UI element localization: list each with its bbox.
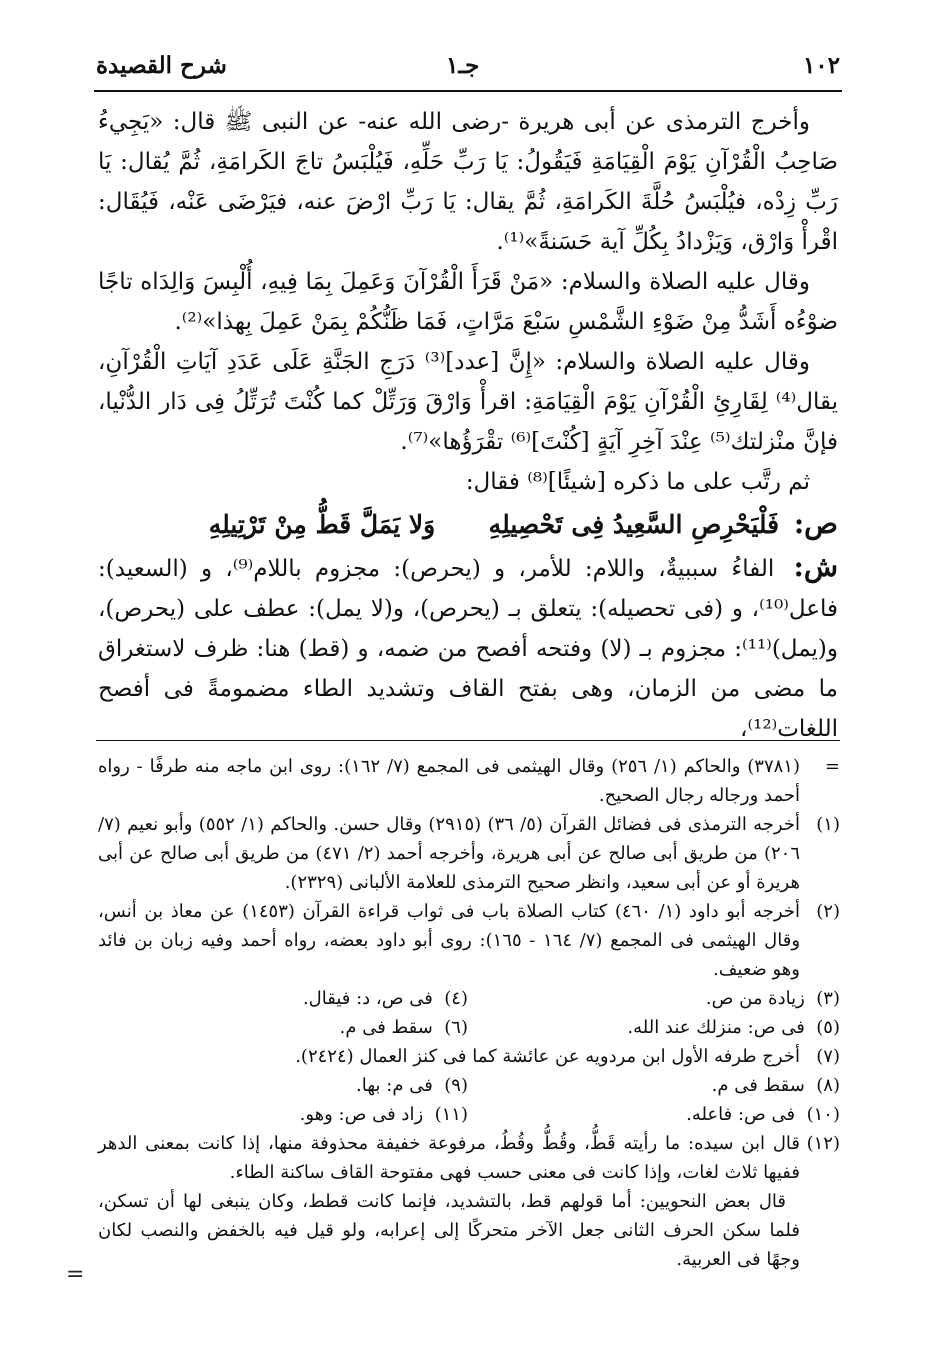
footnote-4: (٤) فى ص، د: فيقال. bbox=[302, 988, 468, 1009]
footnotes bbox=[98, 752, 840, 1274]
paragraph-hadith-3: وقال عليه الصلاة والسلام: «إِنَّ [عدد]⁽³⁾ دَرَجِ الجَنَّةِ عَلَى عَدَدِ آيَاتِ الْقُرْآنِ، يقال⁽⁴⁾ لِقَارِئِ الْقُرْآنِ يَوْمَ الْقِيَامَةِ: اقرأْ وَارْقَ وَرَتِّلْ كما كُنْتَ تُرَتِّلُ فِى دَار الدُّنْيا، فإنَّ منْزلتك⁽⁵⁾ عِنْدَ آخِرِ آيَةٍ [كُنْتَ]⁽⁶⁾ تقْرَؤُها»⁽⁷⁾. bbox=[98, 349, 838, 455]
commentary-paragraph bbox=[98, 547, 838, 749]
footnote-10: (١٠) فى ص: فاعله. bbox=[686, 1104, 840, 1125]
footnote-7 bbox=[98, 1042, 840, 1071]
page-header bbox=[96, 52, 840, 92]
header-rule bbox=[94, 90, 842, 92]
footnote-number: (٢) bbox=[816, 901, 840, 922]
footnote-pair-3-4 bbox=[98, 984, 840, 1013]
footnote-3: (٣) زيادة من ص. bbox=[705, 988, 840, 1009]
footnote-12 bbox=[98, 1129, 840, 1187]
volume-label: جـ١ bbox=[446, 52, 480, 79]
footnote-text: أخرجه الترمذى فى فضائل القرآن (٥/ ٣٦) (٢٩١٥) وقال حسن. والحاكم (١/ ٥٥٢) وأبو نعيم (٧/ ٢٠٦) من طريق أبى صالح عن أبى هريرة، وأخرجه أحمد (٢/ ٤٧١) من طريق أبى صالح عن أبى هريرة أو عن أبى سعيد، وانظر صحيح الترمذى للعلامة الألبانى (٢٣٢٩). bbox=[98, 814, 800, 893]
footnote-pair-10-11 bbox=[98, 1100, 840, 1129]
verse-label: ص: bbox=[793, 507, 838, 540]
footnote-text: أخرجه أبو داود (١/ ٤٦٠) كتاب الصلاة باب فى ثواب قراءة القرآن (١٤٥٣) عن معاذ بن أنس، وقال الهيثمى فى المجمع (٧/ ١٦٤ - ١٦٥): روى أبو داود بعضه، رواه أحمد وفيه زبان بن فائد وهو ضعيف. bbox=[98, 901, 801, 980]
verse-line bbox=[98, 502, 838, 547]
verse-second-hemistich: وَلا يَمَلَّ قَطُّ مِنْ تَرْتِيلِهِ bbox=[208, 510, 436, 539]
footnote-carryover bbox=[98, 752, 840, 810]
paragraph-hadith-1: وأخرج الترمذى عن أبى هريرة -رضى الله عنه- عن النبى ﷺ قال: «يَجِيءُ صَاحِبُ الْقُرْآنِ يَوْمَ الْقِيَامَةِ فَيَقُولُ: يَا رَبِّ حَلِّهِ، فَيُلْبَسُ تاجَ الكَرامَةِ، ثُمَّ يُقال: يَا رَبِّ زِدْه، فيُلْبَسُ حُلَّةَ الكَرامَةِ، ثُمَّ يقال: يَا رَبِّ ارْضَ عنه، فيَرْضَى عَنْه، فَيُقَال: اقْرأْ وَارْق، وَيَزْدادُ بِكُلِّ آية حَسَنةً»⁽¹⁾. bbox=[98, 109, 838, 255]
footnote-11: (١١) زاد فى ص: وهو. bbox=[299, 1104, 468, 1125]
page-number: ١٠٢ bbox=[802, 52, 840, 79]
footnote-pair-5-6 bbox=[98, 1013, 840, 1042]
footnote-number: (١) bbox=[816, 814, 840, 835]
commentary-label: ش: bbox=[793, 550, 839, 583]
paragraph-hadith-2: وقال عليه الصلاة والسلام: «مَنْ قَرَأَ الْقُرْآنَ وَعَمِلَ بِمَا فِيهِ، أُلْبِسَ وَالِدَاه تاجًا ضوْءُه أَشَدُّ مِنْ ضَوْءِ الشَّمْسِ سَبْعَ مَرَّاتٍ، فَمَا ظَنُّكُمْ بِمَنْ عَمِلَ بِهذا»⁽²⁾. bbox=[98, 269, 838, 335]
footnote-separator bbox=[96, 740, 840, 741]
main-text bbox=[98, 102, 838, 749]
footnote-12-continuation: قال بعض النحويين: أما قولهم قط، بالتشديد، فإنما كانت قطط، وكان ينبغى لها أن تسكن، فلما سكن الحرف الثانى جعل الآخر متحركًا إلى إعرابه، ولو قيل فيه بالخفض والنصب لكان وجهًا فى العربية. bbox=[98, 1191, 800, 1270]
footnote-number: (١٢) bbox=[806, 1133, 840, 1154]
footnote-6: (٦) سقط فى م. bbox=[339, 1017, 468, 1038]
footnote-text: قال ابن سيده: ما رأيته قَطُّ، وقُطُّ وقُطُ، مرفوعة خفيفة محذوفة منها، إذا كانت بمعنى الدهر ففيها ثلاث لغات، وإذا كانت فى معنى حسب فهى مفتوحة القاف ساكنة الطاء. bbox=[98, 1133, 800, 1183]
footnote-9: (٩) فى م: بها. bbox=[356, 1075, 468, 1096]
footnote-number: = bbox=[824, 756, 840, 777]
footnote-1 bbox=[98, 810, 840, 897]
verse-first-hemistich: فَلْيَحْرِصِ السَّعِيدُ فِى تَحْصِيلِهِ bbox=[488, 510, 780, 539]
paragraph-transition: ثم رتَّب على ما ذكره [شيئًا]⁽⁸⁾ فقال: bbox=[465, 469, 810, 495]
footnote-pair-8-9 bbox=[98, 1071, 840, 1100]
footnote-5: (٥) فى ص: منزلك عند الله. bbox=[627, 1017, 840, 1038]
continued-mark: = bbox=[66, 1262, 85, 1287]
footnote-text: (٣٧٨١) والحاكم (١/ ٢٥٦) وقال الهيثمى فى المجمع (٧/ ١٦٢): روى ابن ماجه منه طرفًا - رواه أحمد ورجاله رجال الصحيح. bbox=[98, 756, 800, 806]
footnote-2 bbox=[98, 897, 840, 984]
footnote-text: أخرج طرفه الأول ابن مردويه عن عائشة كما فى كنز العمال (٢٤٢٤). bbox=[295, 1046, 800, 1067]
footnote-8: (٨) سقط فى م. bbox=[711, 1075, 840, 1096]
running-title: شرح القصيدة bbox=[96, 52, 227, 79]
footnote-number: (٧) bbox=[816, 1046, 840, 1067]
commentary-text: الفاءُ سببيةٌ، واللام: للأمر، و (يحرص): مجزوم باللام⁽⁹⁾، و (السعيد): فاعل⁽¹⁰⁾، و (فى تحصيله): يتعلق بـ (يحرص)، و(لا يمل): عطف على (يحرص)، و(يمل)⁽¹¹⁾: مجزوم بـ (لا) وفتحه أفصح من ضمه، و (قط) هنا: ظرف لاستغراق ما مضى من الزمان، وهى بفتح القاف وتشديد الطاء مضمومةً فى أفصح اللغات⁽¹²⁾، bbox=[98, 556, 838, 742]
